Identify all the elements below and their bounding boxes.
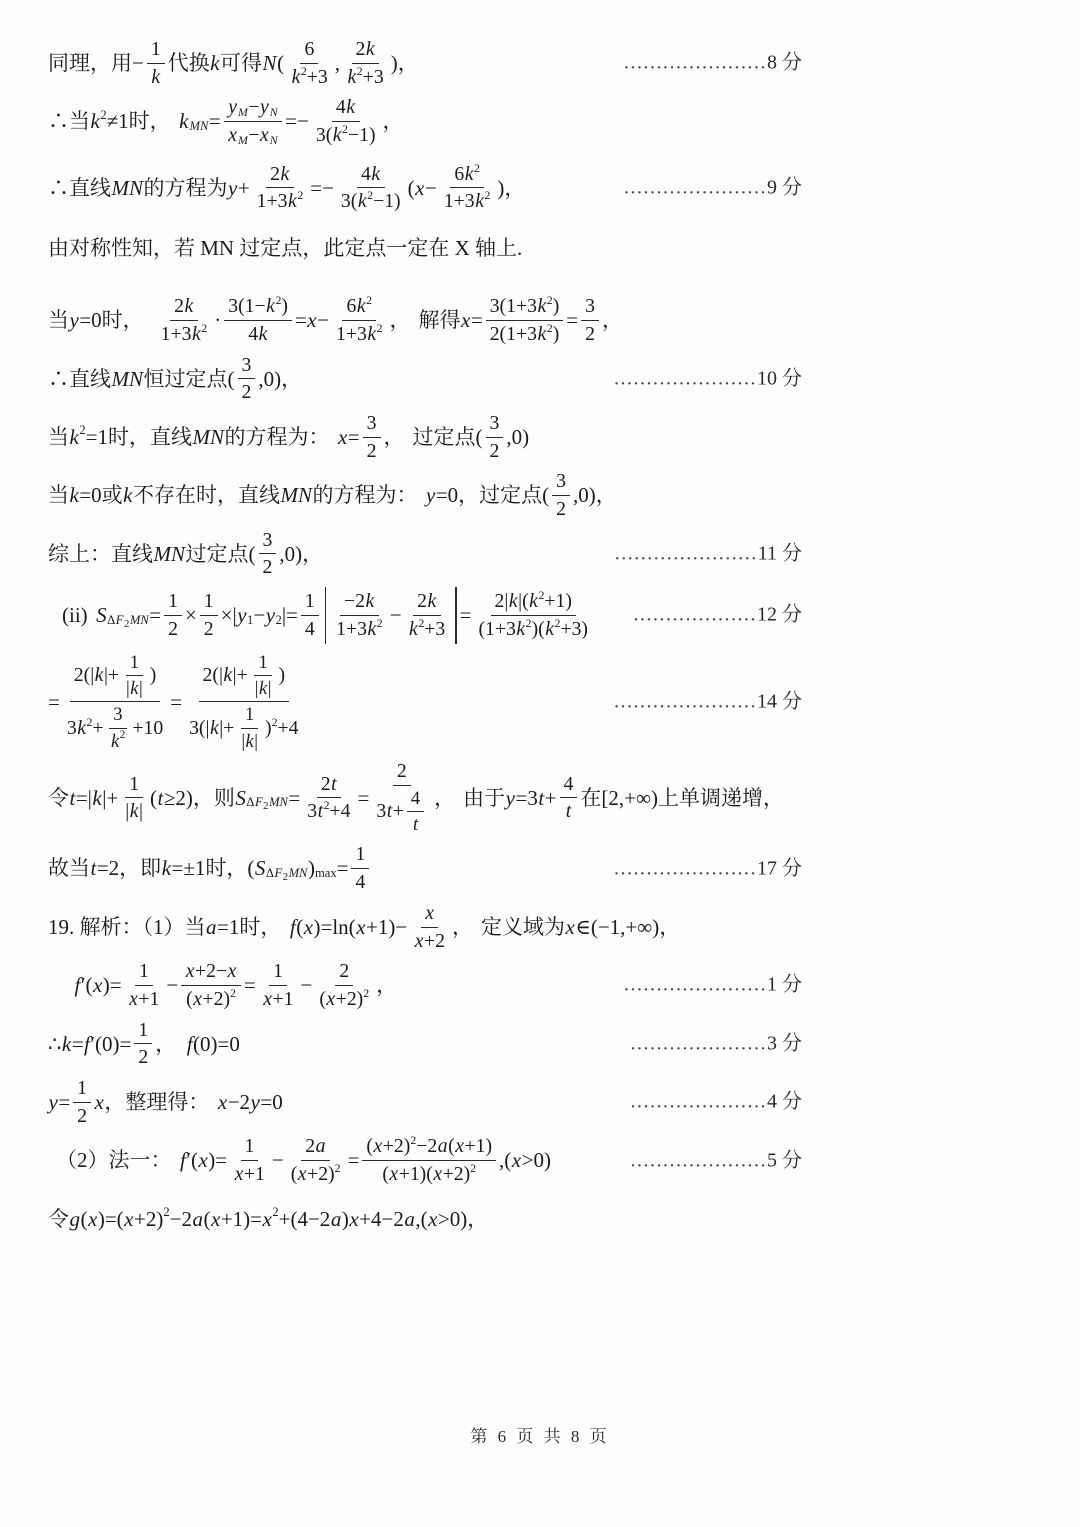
fraction: $\frac{3}{2}$ — [363, 412, 381, 462]
score-mark — [615, 540, 802, 567]
score-mark — [614, 365, 802, 392]
score-value: 5 分 — [767, 1149, 802, 1171]
fraction: 2 k k 2 +3 — [409, 590, 446, 640]
formula-content: 综上：直线 MN 过定点( $\frac{3}{2}$ ,0)， — [48, 528, 324, 579]
solution-line-17 — [48, 1077, 1080, 1127]
fraction: 1 x +1 — [263, 960, 294, 1010]
fraction: 6 k 2 1+3 k 2 — [443, 160, 491, 213]
score-value: 3 分 — [767, 1032, 802, 1055]
fraction: $\frac{4}{t}$ — [407, 788, 424, 836]
formula-content: y = $\frac{1}{2}$ x ，整理得： x −2 y =0 — [48, 1076, 283, 1127]
fraction: ( x +2) 2 −2 a ( x +1) ( x +1)( x +2) 2 — [362, 1135, 496, 1185]
formula-content: (ii) S ΔF2MN = $\frac{1}{2}$ × $\frac{1}{2}$ ×| y 1 − y 2 |= $\frac{1}{4}$ −2 k 1+3 k 2 − 2 k k 2 +3 = 2| k |( k 2 +1) (1+3 k 2 )( k 2 +3) — [62, 587, 595, 644]
score-value: 9 分 — [767, 176, 802, 199]
fraction: 2 a ( x +2) 2 — [290, 1135, 341, 1185]
fraction: $\frac{1}{2}$ — [73, 1077, 91, 1127]
formula-content: （2）法一： f ′( x )= 1 x +1 − 2 a ( x +2) 2 = ( x +2) 2 −2 a ( x +1) ( x +1)( x +2) 2 ,( x >0) — [56, 1133, 551, 1185]
dot-leader: ...................... — [614, 690, 757, 713]
formula-content: = 2(| k |+ 1 | k | ) 3 k 2 + 3 k 2 +10 = 2(| k |+ 1 | k | ) 3(| k |+ 1 | k | ) 2 +4 — [48, 652, 305, 752]
formula-content: 当 k =0或 k 不存在时，直线 MN 的方程为： y =0，过定点( $\frac{3}{2}$ ,0)， — [48, 470, 617, 520]
score-value: 4 分 — [767, 1090, 802, 1113]
formula-content: ∴直线 MN 恒过定点( $\frac{3}{2}$ ,0)， — [48, 353, 303, 404]
fraction: 2(| k |+ 1 | k | ) 3 k 2 + 3 k 2 +10 — [66, 651, 164, 752]
dot-leader: ...................... — [624, 51, 767, 74]
fraction: $\frac{3}{2}$ — [486, 412, 504, 462]
fraction: $\frac{4}{t}$ — [560, 773, 578, 823]
fraction: 6 k 2 +3 — [291, 38, 328, 88]
fraction: $\frac{3}{2}$ — [552, 470, 570, 520]
formula-content: 19. 解析：（1）当 a =1时， f ( x )=ln( x +1)− x x +2 ， 定义域为 x ∈(−1,+∞)， — [48, 901, 681, 952]
solution-line-16 — [48, 1019, 1080, 1069]
solution-line-8 — [48, 470, 1080, 520]
score-mark — [624, 174, 802, 201]
formula-content: 当 y =0时， 2 k 1+3 k 2 · 3(1− k 2 ) 4 k = x − 6 k 2 1+3 k 2 ， 解得 x = 3(1+3 k 2 ) 2(1+3 k 2 ) = $\frac{3}{2}$ ， — [48, 292, 623, 345]
dot-leader: ...................... — [614, 857, 757, 880]
solution-line-1 — [48, 38, 1080, 88]
formula-content: 同理，用− $\frac{1}{k}$ 代换 k 可得 N ( 6 k 2 +3 , 2 k k 2 +3 )， — [48, 38, 419, 88]
fraction: 4 k 3( k 2 −1) — [315, 96, 376, 147]
formula-content: 令 t =| k |+ 1 | k | ( t ≥2)，则 S ΔF2MN = 2 t 3 t 2 +4 = 2 3 t + $\frac{4}{t}$ ， 由于 y =3 t + $\frac{4}{t}$ 在[2,+∞)上单调递增， — [48, 760, 784, 836]
fraction: 2(| k |+ 1 | k | ) 3(| k |+ 1 | k | ) 2 +4 — [189, 651, 299, 752]
fraction: 3(1− k 2 ) 4 k — [224, 295, 292, 345]
solution-line-7 — [48, 412, 1080, 462]
fraction: 2 3 t + $\frac{4}{t}$ — [372, 760, 431, 835]
score-mark — [614, 688, 802, 715]
score-value: 17 分 — [757, 857, 802, 880]
score-mark — [631, 1030, 803, 1057]
score-mark — [624, 972, 802, 999]
fraction: $\frac{3}{2}$ — [581, 295, 599, 345]
fraction: 1 | k | — [254, 651, 272, 700]
score-value: 10 分 — [757, 367, 802, 390]
dot-leader: ..................... — [630, 1090, 767, 1113]
dot-leader: ...................... — [624, 176, 767, 199]
score-value: 14 分 — [757, 690, 802, 713]
fraction: 2 k k 2 +3 — [347, 38, 384, 88]
tall-abs-bar — [325, 587, 326, 644]
fraction: $\frac{3}{2}$ — [259, 529, 277, 579]
fraction: x x +2 — [414, 901, 445, 952]
score-value: 12 分 — [757, 603, 802, 626]
fraction: 6 k 2 1+3 k 2 — [335, 292, 383, 345]
dot-leader: ..................... — [630, 1149, 767, 1171]
score-mark — [614, 855, 802, 882]
dot-leader: ...................... — [614, 367, 757, 390]
fraction: 2| k |( k 2 +1) (1+3 k 2 )( k 2 +3) — [478, 588, 589, 640]
solution-line-3 — [48, 160, 1080, 213]
score-mark — [634, 602, 803, 629]
fraction: $\frac{1}{2}$ — [164, 590, 182, 640]
dot-leader: ..................... — [630, 1032, 767, 1055]
fraction: −2 k 1+3 k 2 — [336, 590, 383, 640]
solution-line-15 — [48, 960, 1080, 1010]
fraction: $\frac{1}{4}$ — [351, 843, 369, 893]
fraction: 2 ( x +2) 2 — [319, 960, 370, 1010]
dot-leader: ...................... — [614, 542, 758, 565]
formula-content: ∴ k = f ′(0)= $\frac{1}{2}$ ， f (0)=0 — [48, 1018, 240, 1069]
fraction: 2 k 1+3 k 2 — [256, 162, 304, 213]
solution-line-5 — [48, 292, 1080, 345]
formula-content: 故当 t =2，即 k =±1时，( S ΔF2MN ) max = $\frac{1}{4}$ — [48, 843, 372, 893]
solution-line-10 — [48, 587, 1080, 644]
solution-line-6 — [48, 354, 1080, 404]
solution-line-12 — [48, 760, 1080, 835]
fraction: $\frac{1}{k}$ — [147, 38, 165, 88]
solution-line-11 — [48, 652, 1080, 752]
formula-content: 由对称性知，若 MN 过定点，此定点一定在 X 轴上. — [48, 235, 523, 260]
page-footer: 第 6 页 共 8 页 — [470, 1427, 610, 1446]
formula-content: 令 g ( x )=( x +2) 2 −2 a ( x +1)= x 2 +(4−2 a ) x +4−2 a ,( x >0)， — [48, 1204, 489, 1231]
fraction: 3(1+3 k 2 ) 2(1+3 k 2 ) — [486, 295, 564, 345]
fraction: $\frac{1}{4}$ — [301, 590, 319, 640]
score-mark — [631, 1147, 803, 1174]
fraction: 3 k 2 — [111, 704, 126, 752]
fraction: x +2− x ( x +2) 2 — [181, 960, 241, 1010]
dot-leader: ................... — [633, 603, 757, 626]
fraction: 2 k 1+3 k 2 — [160, 295, 208, 345]
fraction: $\frac{1}{2}$ — [200, 590, 218, 640]
formula-content: 当 k 2 =1时，直线 MN 的方程为： x = $\frac{3}{2}$ ， 过定点( $\frac{3}{2}$ ,0) — [48, 411, 530, 462]
formula-content: f ′( x )= 1 x +1 − x +2− x ( x +2) 2 = 1 x +1 − 2 ( x +2) 2 ， — [74, 960, 398, 1010]
fraction: 4 k 3( k 2 −1) — [340, 162, 401, 213]
fraction: $\frac{3}{2}$ — [238, 354, 256, 404]
fraction: 1 | k | — [126, 651, 143, 700]
score-value: 11 分 — [757, 542, 802, 565]
formula-content: ∴当 k 2 ≠1时， k MN = y M − y N x M − x N =− 4 k 3( k 2 −1) ， — [48, 96, 404, 147]
fraction: 1 | k | — [241, 704, 258, 752]
score-mark — [631, 1089, 803, 1116]
fraction: y M − y N x M − x N — [224, 96, 282, 146]
solution-line-13 — [48, 843, 1080, 893]
score-value: 1 分 — [767, 973, 802, 996]
fraction: $\frac{1}{2}$ — [134, 1019, 152, 1069]
tall-abs-bar — [455, 587, 456, 644]
score-value: 8 分 — [767, 51, 802, 74]
fraction: 1 x +1 — [234, 1135, 265, 1185]
score-mark — [624, 50, 802, 77]
solution-line-18 — [48, 1135, 1080, 1185]
formula-content: ∴直线 MN 的方程为 y + 2 k 1+3 k 2 =− 4 k 3( k 2 −1) ( x − 6 k 2 1+3 k 2 )， — [48, 160, 526, 213]
fraction: 1 x +1 — [129, 960, 160, 1010]
solution-line-9 — [48, 529, 1080, 579]
solution-line-2 — [48, 96, 1080, 146]
solution-line-4 — [48, 233, 1080, 263]
dot-leader: ...................... — [624, 973, 767, 996]
solution-line-19 — [48, 1204, 1080, 1234]
solution-line-14 — [48, 902, 1080, 952]
fraction: 2 t 3 t 2 +4 — [307, 772, 351, 823]
fraction: 1 | k | — [125, 772, 143, 823]
